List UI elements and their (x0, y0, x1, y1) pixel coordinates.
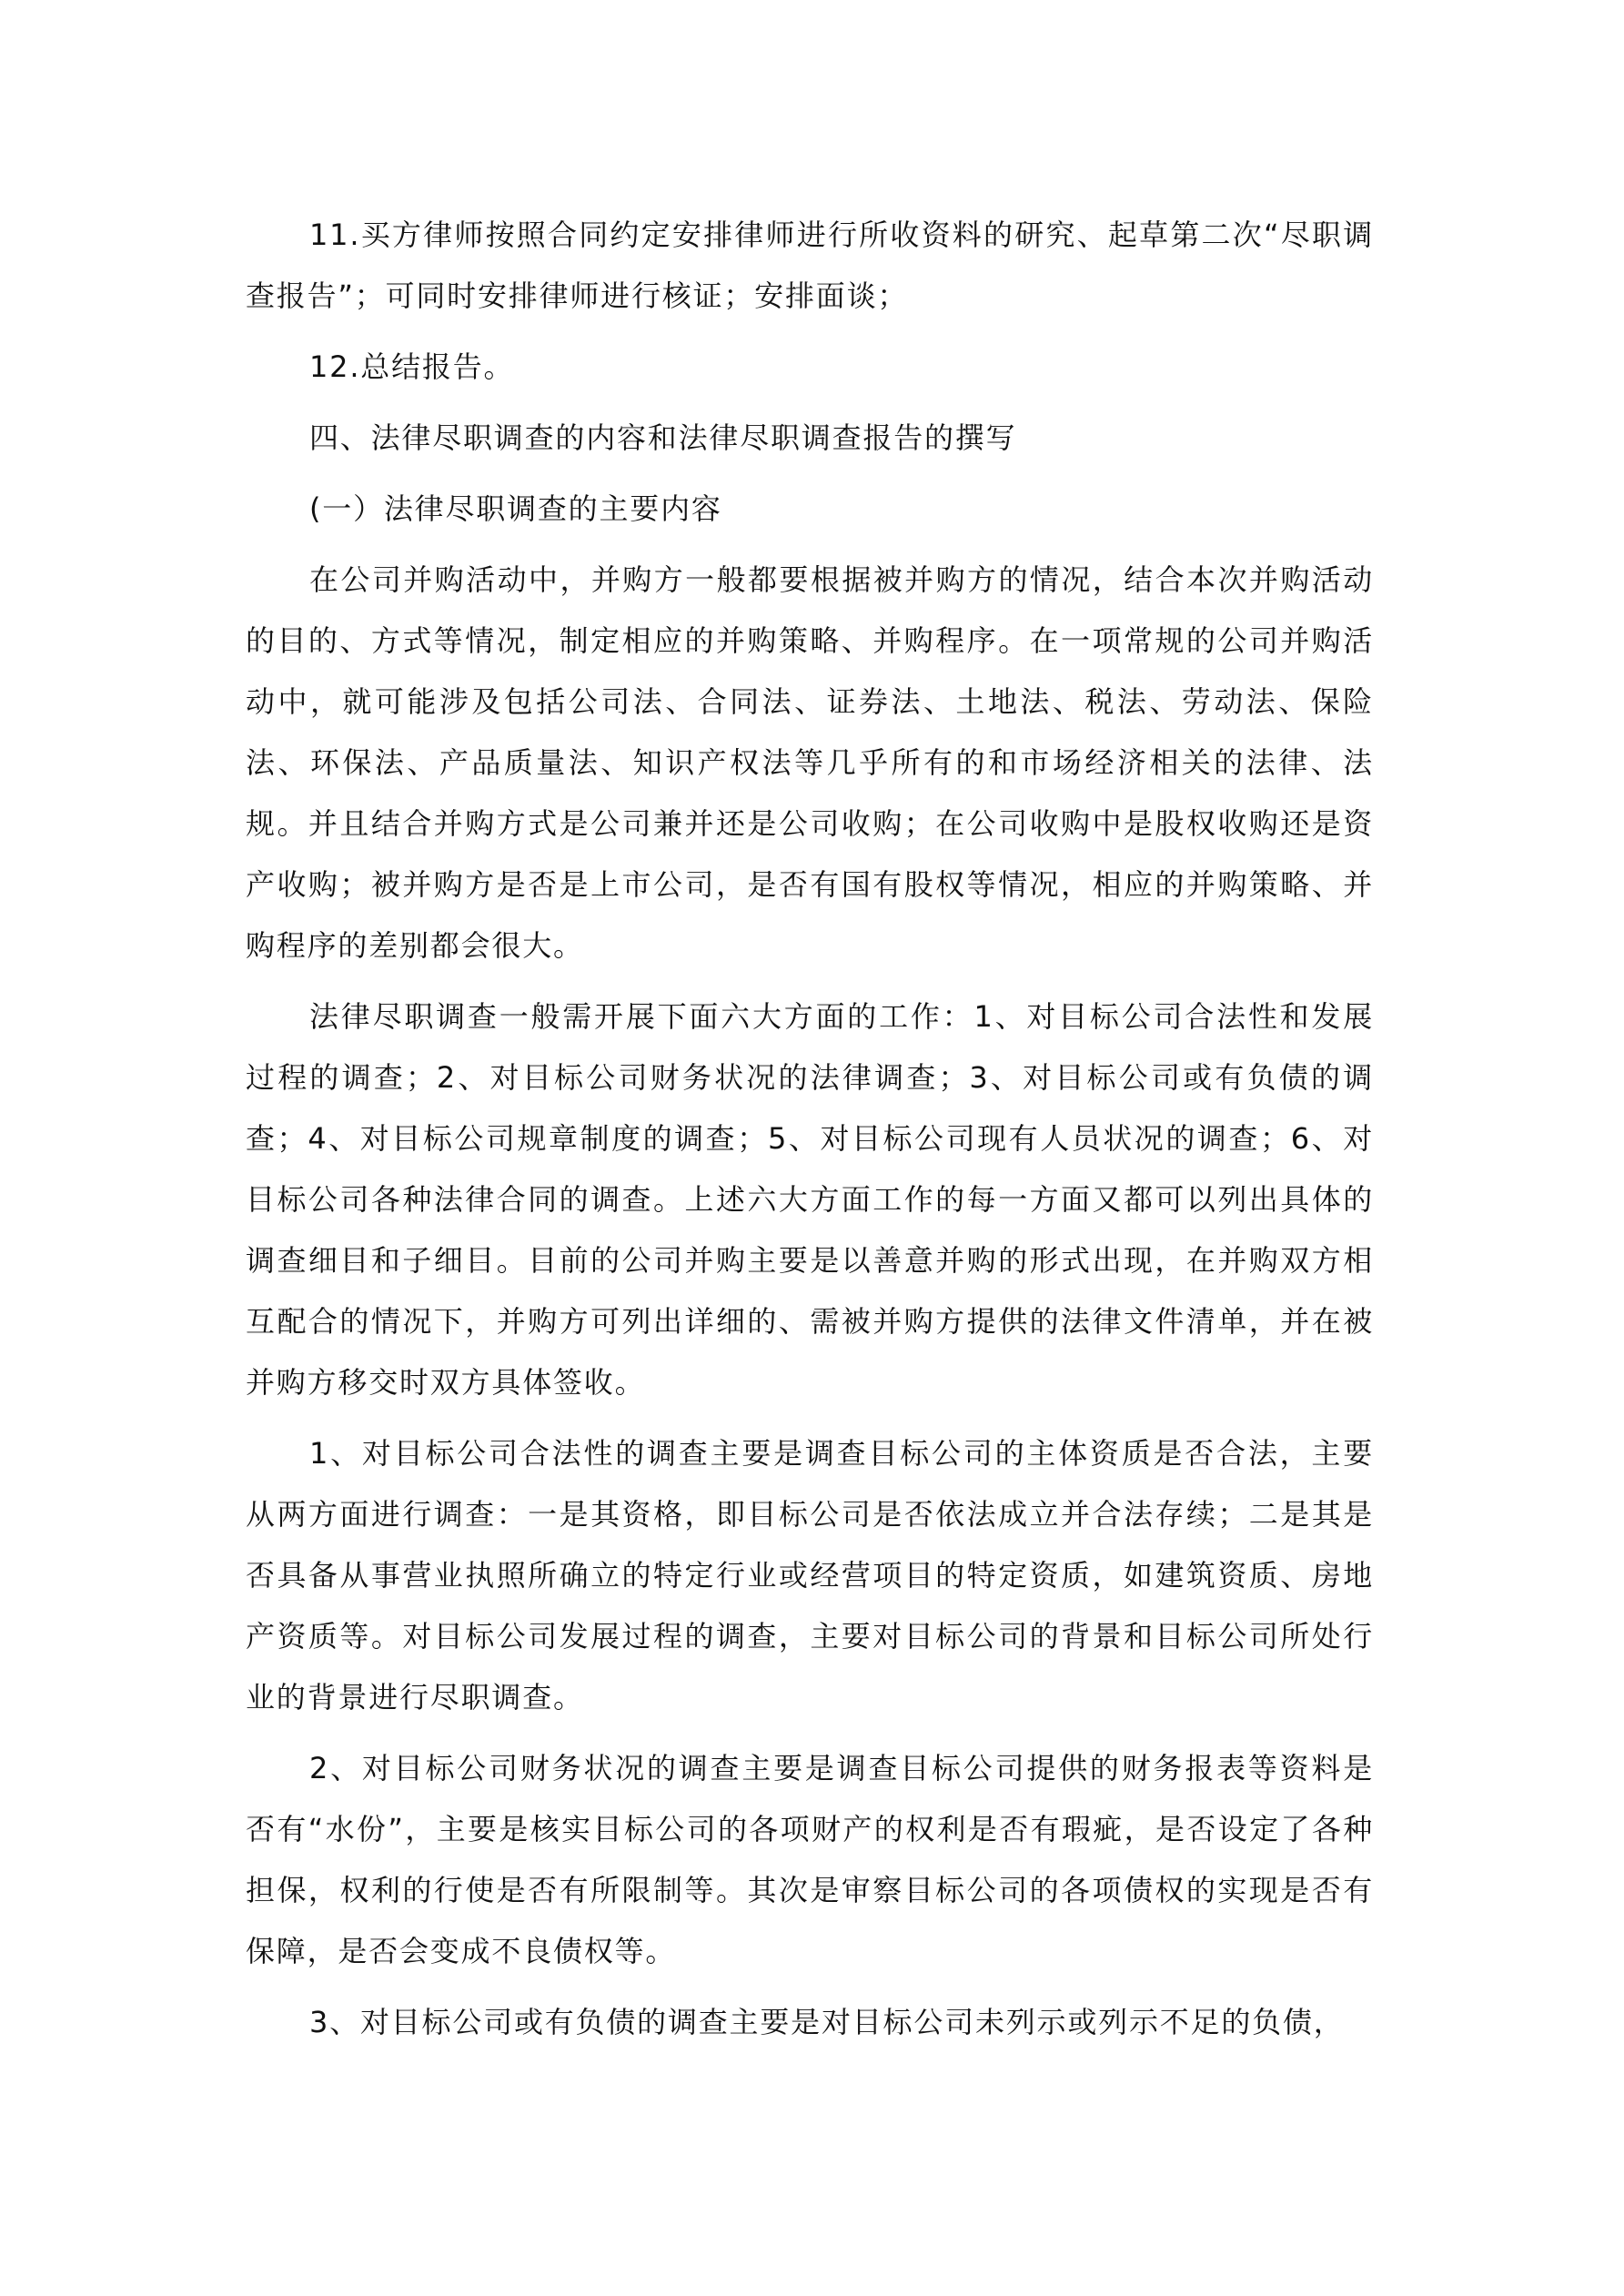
paragraph-six-aspects: 法律尽职调查一般需开展下面六大方面的工作：1、对目标公司合法性和发展过程的调查；2、对目标公司财务状况的法律调查；3、对目标公司或有负债的调查；4、对目标公司规章制度的调查；5、对目标公司现有人员状况的调查；6、对目标公司各种法律合同的调查。上述六大方面工作的每一方面又都可以列出具体的调查细目和子细目。目前的公司并购主要是以善意并购的形式出现，在并购双方相互配合的情况下，并购方可列出详细的、需被并购方提供的法律文件清单，并在被并购方移交时双方具体签收。 (246, 999, 1374, 1400)
document-body (246, 205, 1374, 2063)
paragraph-step-11: 11.买方律师按照合同约定安排律师进行所收资料的研究、起草第二次“尽职调查报告”；可同时安排律师进行核证；安排面谈； (246, 217, 1374, 313)
paragraph-item-3: 3、对目标公司或有负债的调查主要是对目标公司未列示或列示不足的负债， (309, 2005, 1345, 2039)
paragraph-item-1: 1、对目标公司合法性的调查主要是调查目标公司的主体资质是否合法，主要从两方面进行调查：一是其资格，即目标公司是否依法成立并合法存续；二是其是否具备从事营业执照所确立的特定行业或经营项目的特定资质，如建筑资质、房地产资质等。对目标公司发展过程的调查，主要对目标公司的背景和目标公司所处行业的背景进行尽职调查。 (246, 1436, 1374, 1714)
subsection-heading: (一）法律尽职调查的主要内容 (309, 491, 722, 526)
section-heading: 四、法律尽职调查的内容和法律尽职调查报告的撰写 (309, 420, 1017, 455)
paragraph-item-2: 2、对目标公司财务状况的调查主要是调查目标公司提供的财务报表等资料是否有“水份”，主要是核实目标公司的各项财产的权利是否有瑕疵，是否设定了各种担保，权利的行使是否有所限制等。其次是审察目标公司的各项债权的实现是否有保障，是否会变成不良债权等。 (246, 1751, 1374, 1968)
paragraph-intro: 在公司并购活动中，并购方一般都要根据被并购方的情况，结合本次并购活动的目的、方式等情况，制定相应的并购策略、并购程序。在一项常规的公司并购活动中，就可能涉及包括公司法、合同法、证券法、土地法、税法、劳动法、保险法、环保法、产品质量法、知识产权法等几乎所有的和市场经济相关的法律、法规。并且结合并购方式是公司兼并还是公司收购；在公司收购中是股权收购还是资产收购；被并购方是否是上市公司，是否有国有股权等情况，相应的并购策略、并购程序的差别都会很大。 (246, 562, 1374, 963)
paragraph-step-12: 12.总结报告。 (309, 349, 515, 384)
